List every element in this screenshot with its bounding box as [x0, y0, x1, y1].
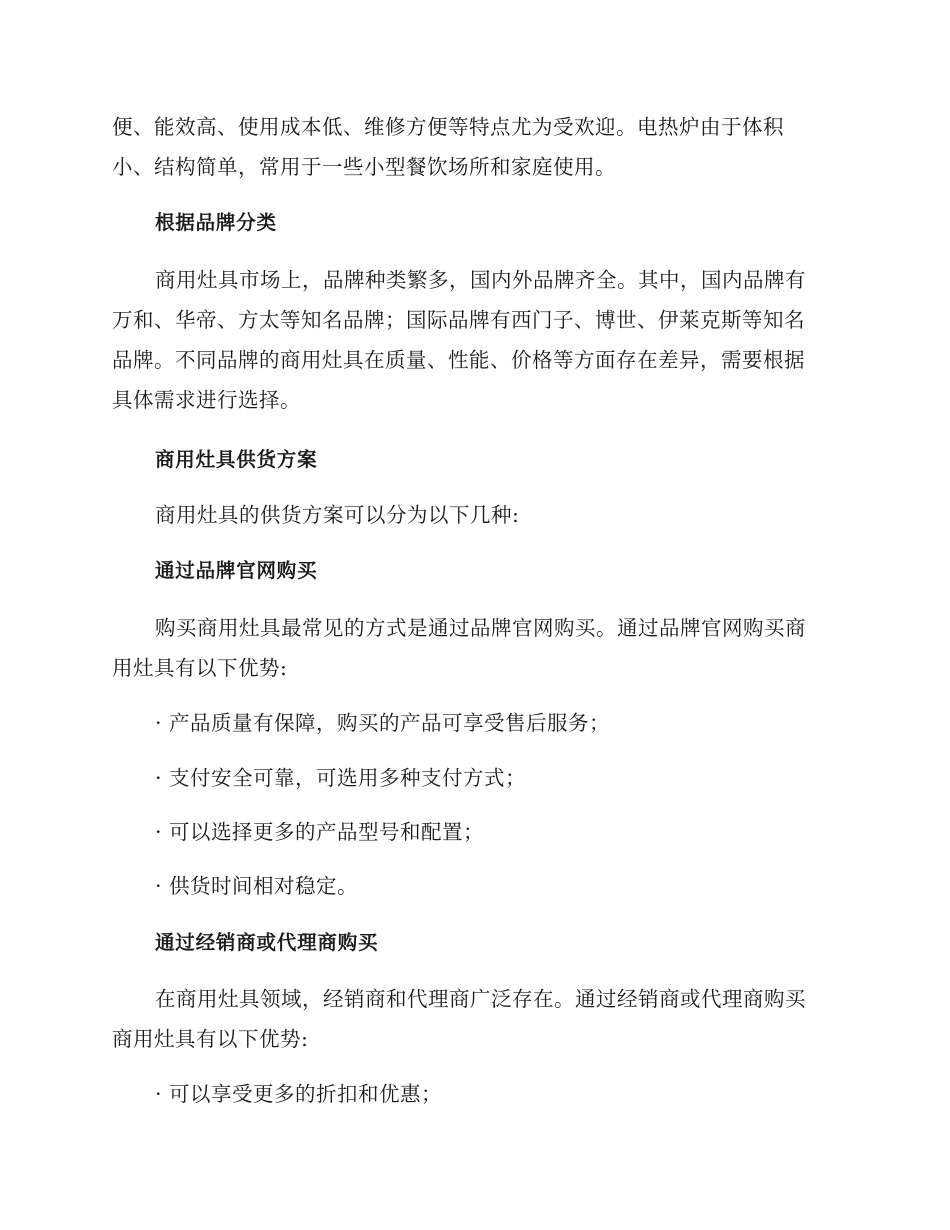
- bullet-item: · 可以选择更多的产品型号和配置；: [155, 820, 485, 844]
- paragraph-line: 用灶具有以下优势:: [112, 656, 288, 680]
- paragraph-line: 商用灶具有以下优势:: [112, 1027, 309, 1051]
- section-heading-dealer: 通过经销商或代理商购买: [155, 931, 379, 954]
- bullet-item: · 供货时间相对稳定。: [155, 874, 359, 898]
- bullet-item: · 可以享受更多的折扣和优惠；: [155, 1082, 443, 1106]
- bullet-item: · 支付安全可靠，可选用多种支付方式；: [155, 766, 527, 790]
- paragraph-line: 万和、华帝、方太等知名品牌；国际品牌有西门子、博世、伊莱克斯等知名: [112, 308, 805, 332]
- paragraph-line: 商用灶具市场上，品牌种类繁多，国内外品牌齐全。其中，国内品牌有: [155, 268, 806, 292]
- paragraph-line: 商用灶具的供货方案可以分为以下几种:: [155, 503, 520, 527]
- paragraph-line: 品牌。不同品牌的商用灶具在质量、性能、价格等方面存在差异，需要根据: [112, 348, 805, 372]
- paragraph-line: 小、结构简单，常用于一些小型餐饮场所和家庭使用。: [112, 155, 616, 179]
- paragraph-line: 在商用灶具领域，经销商和代理商广泛存在。通过经销商或代理商购买: [155, 987, 806, 1011]
- paragraph-line: 便、能效高、使用成本低、维修方便等特点尤为受欢迎。电热炉由于体积: [112, 115, 784, 139]
- bullet-item: · 产品质量有保障，购买的产品可享受售后服务；: [155, 711, 611, 735]
- section-heading-official-site: 通过品牌官网购买: [155, 559, 318, 582]
- section-heading-supply-plan: 商用灶具供货方案: [155, 448, 318, 471]
- paragraph-line: 具体需求进行选择。: [112, 388, 301, 412]
- section-heading-brand-classification: 根据品牌分类: [155, 211, 277, 234]
- paragraph-line: 购买商用灶具最常见的方式是通过品牌官网购买。通过品牌官网购买商: [155, 616, 806, 640]
